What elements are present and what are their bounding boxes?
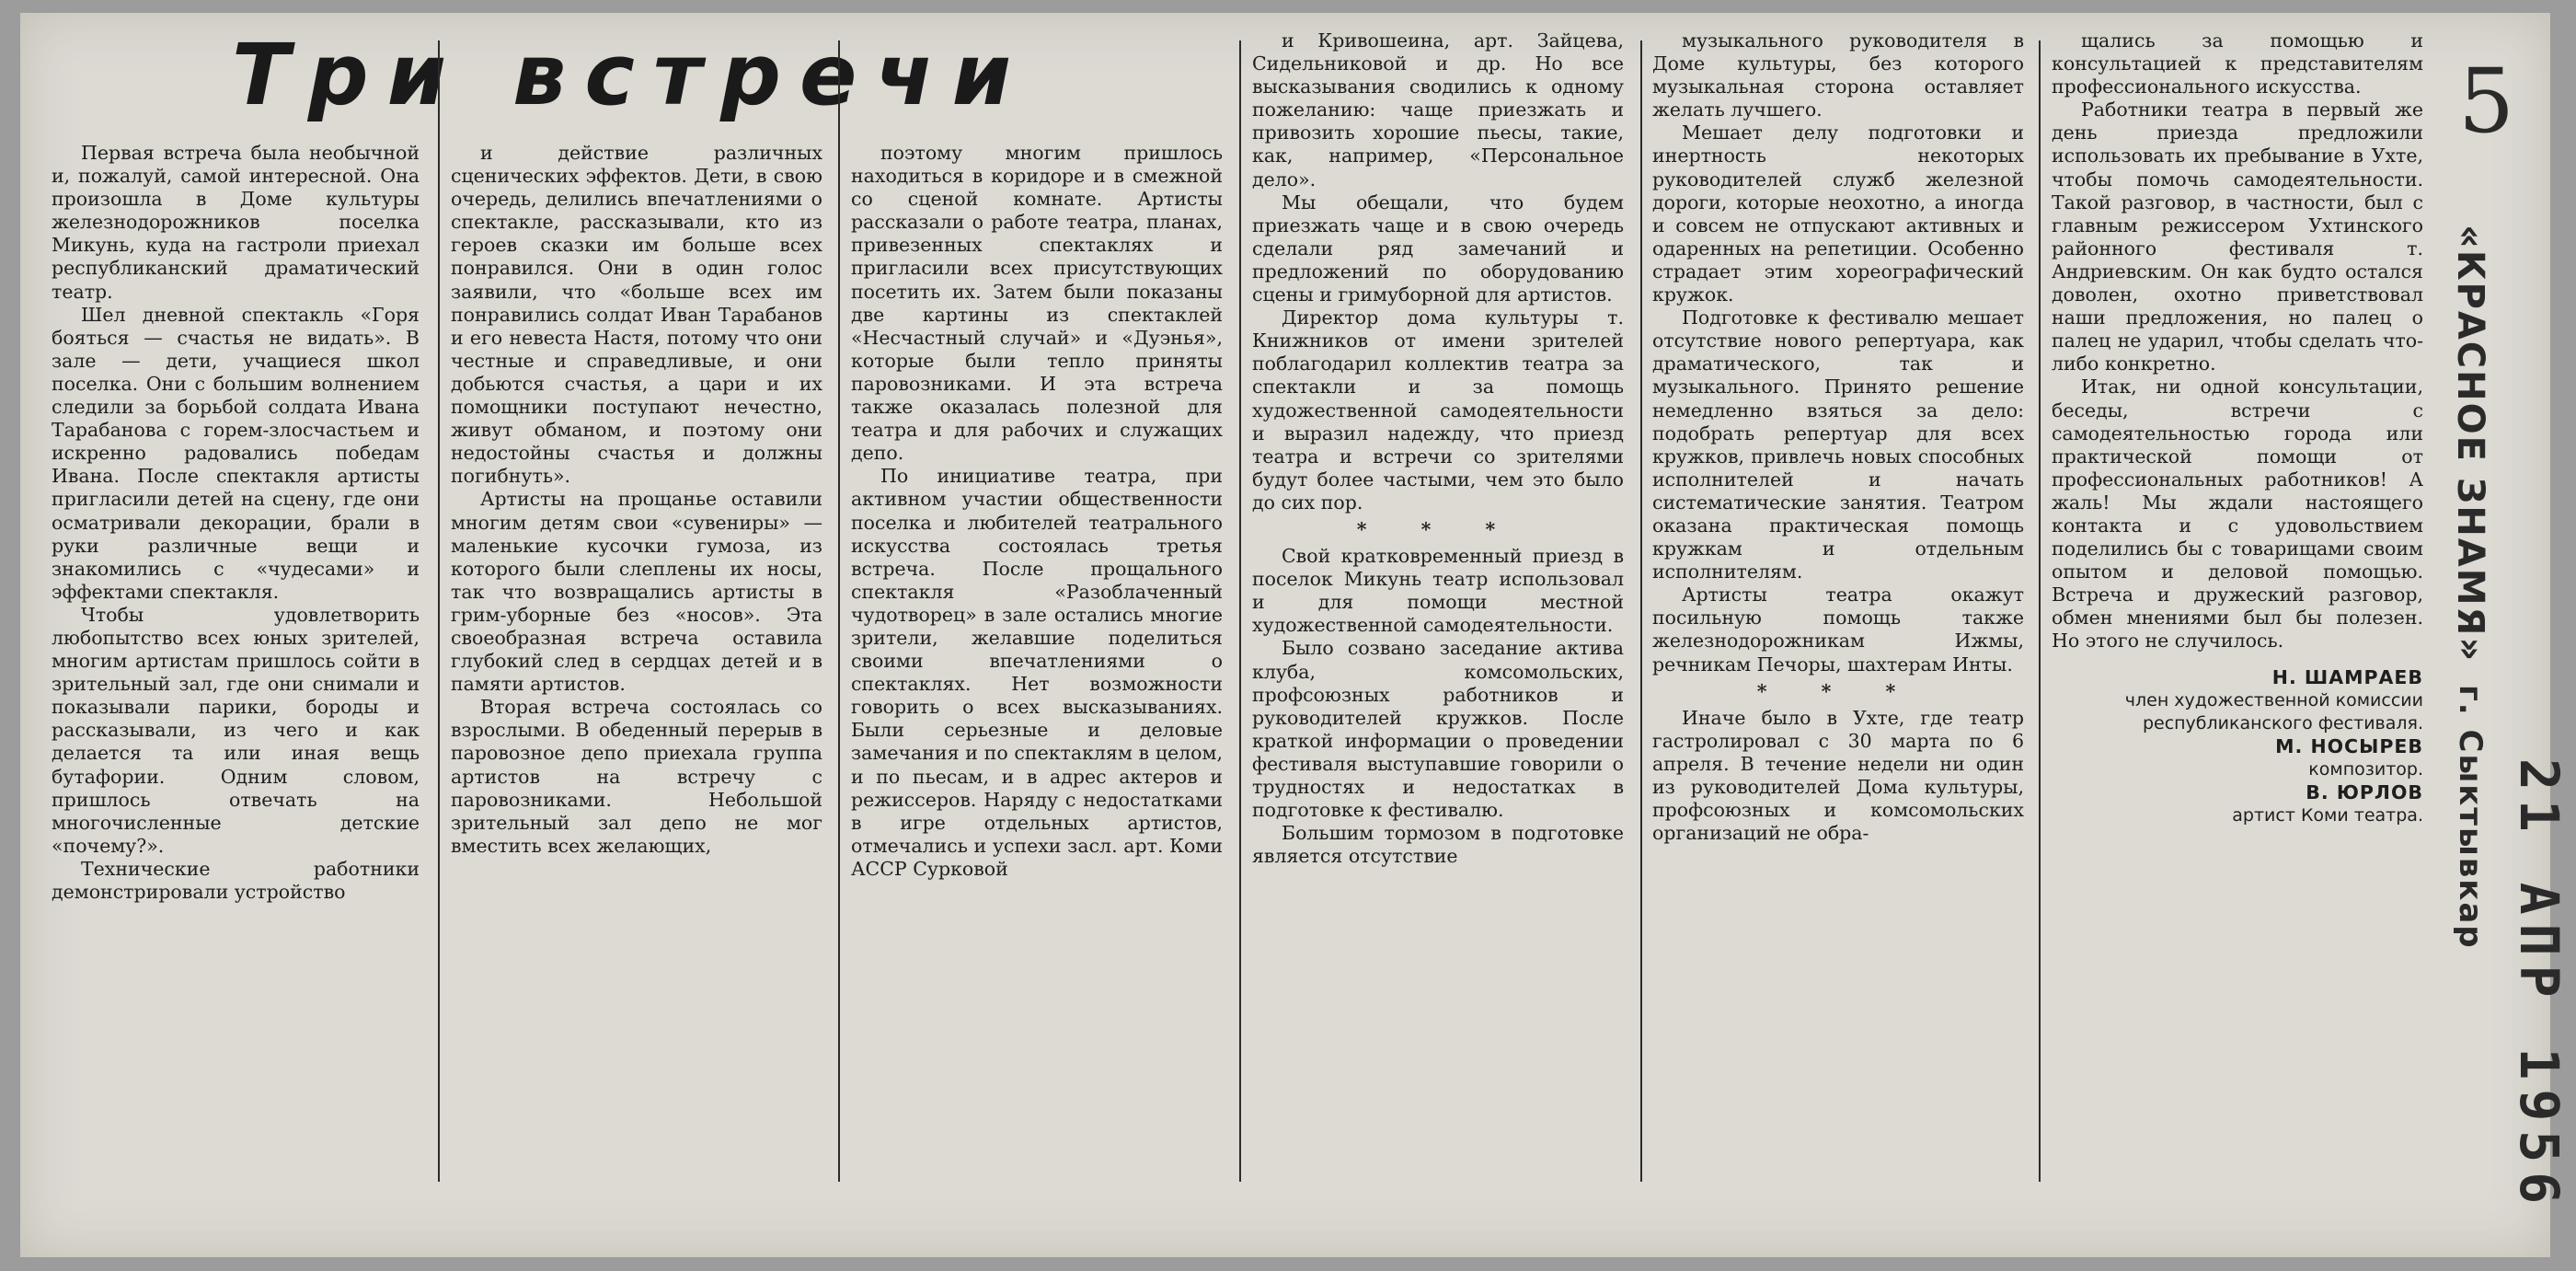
article-column-6 — [2052, 29, 2423, 1180]
column-divider — [438, 40, 440, 1182]
paragraph: Первая встреча была необычной и, пожалуй, самой интересной. Она произошла в Доме культуры железнодорожников поселка Микунь, куда на гастроли приехал республиканский драматический театр. — [52, 142, 420, 303]
newspaper-city: г. Сыктывкар — [2452, 685, 2489, 950]
paragraph: Вторая встреча состоялась со взрослыми. В обеденный перерыв в паровозное депо приехала группа артистов на встречу с паровозниками. Небольшой зрительный зал депо не мог вместить всех желающих, — [451, 696, 822, 857]
paragraph: По инициативе театра, при активном участии общественности поселка и любителей театрального искусства состоялась третья встреча. После прощального спектакля «Разоблаченный чудотворец» в зале остались многие зрители, желавшие поделиться своими впечатлениями о спектаклях. Нет возможности говорить о всех высказываниях. Были серьезные и деловые замечания и по спектаклям в целом, и по пьесам, и в адрес актеров и режиссеров. Наряду с недостатками в игре отдельных артистов, отмечались и успехи засл. арт. Коми АССР Сурковой — [851, 465, 1223, 880]
paragraph: Артисты на прощанье оставили многим детям свои «сувениры» — маленькие кусочки гумоза, из которого были слеплены их носы, так что возвращались артисты в грим-уборные без «носов». Эта своеобразная встреча оставила глубокий след в сердцах детей и в памяти артистов. — [451, 488, 822, 696]
article-column-1 — [52, 142, 420, 1173]
paragraph: щались за помощью и консультацией к представителям профессионального искусства. — [2052, 29, 2423, 98]
handwritten-mark: 5 — [2458, 50, 2515, 153]
paragraph: и Кривошеина, арт. Зайцева, Сидельниковой и др. Но все высказывания сводились к одному пожеланию: чаще приезжать и привозить хорошие пьесы, такие, как, например, «Персональное дело». — [1252, 29, 1624, 191]
paragraph: Чтобы удовлетворить любопытство всех юных зрителей, многим артистам пришлось сойти в зрительный зал, где они снимали и показывали парики, бороды и рассказывали, из чего и как делается та или иная вещь бутафории. Одним словом, пришлось отвечать на многочисленные детские «почему?». — [52, 603, 420, 857]
signature-name: Н. ШАМРАЕВ — [2271, 665, 2423, 688]
paragraph: Технические работники демонстрировали устройство — [52, 857, 420, 903]
paragraph: Мешает делу подготовки и инертность некоторых руководителей служб железной дороги, которые неохотно, а иногда и совсем не отпускают активных и одаренных на репетиции. Особенно страдает этим хореографический кружок. — [1652, 121, 2024, 306]
date-stamp: 21 АПР 1956 — [2508, 758, 2570, 1214]
paragraph: Шел дневной спектакль «Горя бояться — счастья не видать». В зале — дети, учащиеся школ поселка. Они с большим волнением следили за борьбой солдата Ивана Тарабанова с горем-злосчастьем и искренно радовались победам Ивана. После спектакля артисты пригласили детей на сцену, где они осматривали декорации, брали в руки различные вещи и знакомились с «чудесами» и эффектами спектакля. — [52, 303, 420, 603]
paragraph: Большим тормозом в подготовке является отсутствие — [1252, 822, 1624, 868]
signature-role: композитор. — [2308, 758, 2423, 780]
signature-role: артист Коми театра. — [2232, 805, 2423, 826]
signature-name: М. НОСЫРЕВ — [2275, 734, 2423, 757]
article-column-5 — [1652, 29, 2024, 1180]
paragraph: Подготовке к фестивалю мешает отсутствие нового репертуара, как драматического, так и музыкального. Принято решение немедленно взяться за дело: подобрать репертуар для всех кружков, привлечь новых способных исполнителей и начать систематические занятия. Театром оказана практическая помощь кружкам и отдельным исполнителям. — [1652, 306, 2024, 584]
archive-stamp — [2431, 31, 2569, 1228]
paragraph: Было созвано заседание актива клуба, комсомольских, профсоюзных работников и руководителей кружков. После краткой информации о проведении фестиваля выступавшие говорили о трудностях и недостатках в подготовке к фестивалю. — [1252, 637, 1624, 822]
newspaper-name: «КРАСНОЕ ЗНАМЯ» — [2449, 225, 2491, 664]
newspaper-name-stamp — [2449, 225, 2491, 950]
column-divider — [1640, 40, 1642, 1182]
paragraph: Артисты театра окажут посильную помощь также железнодорожникам Ижмы, речникам Печоры, шахтерам Инты. — [1652, 584, 2024, 676]
paragraph: Иначе было в Ухте, где театр гастролировал с 30 марта по 6 апреля. В течение недели ни один из руководителей Дома культуры, профсоюзных и комсомольских организаций не обра- — [1652, 706, 2024, 845]
article-column-2 — [451, 142, 822, 1173]
column-divider — [2039, 40, 2041, 1182]
paragraph: поэтому многим пришлось находиться в коридоре и в смежной со сценой комнате. Артисты рассказали о работе театра, планах, привезенных спектаклях и пригласили всех присутствующих посетить их. Затем были показаны две картины из спектаклей «Несчастный случай» и «Дуэнья», которые были тепло приняты паровозниками. И эта встреча также оказалась полезной для театра и для рабочих и служащих депо. — [851, 142, 1223, 465]
paragraph: и действие различных сценических эффектов. Дети, в свою очередь, делились впечатлениями о спектакле, рассказывали, кто из героев сказки им больше всех понравился. Они в один голос заявили, что «больше всех им понравились солдат Иван Тарабанов и его невеста Настя, потому что они честные и справедливые, и они добьются счастья, а цари и их помощники поступают нечестно, живут обманом, и поэтому они недостойны счастья и должны погибнуть». — [451, 142, 822, 488]
article-column-4 — [1252, 29, 1624, 1180]
paragraph: Итак, ни одной консультации, беседы, встречи с самодеятельностью города или практической помощи от профессиональных работников! А жаль! Мы ждали настоящего контакта и с удовольствием поделились бы с товарищами своим опытом и деловой помощью. Встреча и дружеский разговор, обмен мнениями был бы полезен. Но этого не случилось. — [2052, 376, 2423, 653]
newspaper-clipping — [20, 13, 2570, 1257]
paragraph: Директор дома культуры т. Книжников от имени зрителей поблагодарил коллектив театра за спектакли и за помощь художественной самодеятельности и выразил надежду, что приезд театра и встречи со зрителями будут более частыми, чем это было до сих пор. — [1252, 306, 1624, 514]
signature-block — [2052, 666, 2423, 828]
signature-name: В. ЮРЛОВ — [2306, 781, 2423, 803]
paragraph: музыкального руководителя в Доме культуры, без которого музыкальная сторона оставляет желать лучшего. — [1652, 29, 2024, 121]
article-column-3 — [851, 142, 1223, 1173]
paragraph: Мы обещали, что будем приезжать чаще и в свою очередь сделали ряд замечаний и предложений по оборудованию сцены и гримуборной для артистов. — [1252, 191, 1624, 306]
signature-role: член художественной комиссии республиканского фестиваля. — [2124, 689, 2423, 734]
column-divider — [838, 40, 840, 1182]
article-headline: Три встречи — [232, 26, 1030, 124]
column-divider — [1239, 40, 1241, 1182]
paragraph: Свой кратковременный приезд в поселок Микунь театр использовал и для помощи местной художественной самодеятельности. — [1252, 545, 1624, 637]
section-separator: * * * — [1356, 517, 1520, 540]
section-separator: * * * — [1756, 679, 1920, 702]
paragraph: Работники театра в первый же день приезда предложили использовать их пребывание в Ухте, чтобы помочь самодеятельности. Такой разговор, в частности, был с главным режиссером Ухтинского районного фестиваля т. Андриевским. Он как будто остался доволен, охотно приветствовал наши предложения, но палец о палец не ударил, чтобы сделать что-либо конкретно. — [2052, 98, 2423, 376]
